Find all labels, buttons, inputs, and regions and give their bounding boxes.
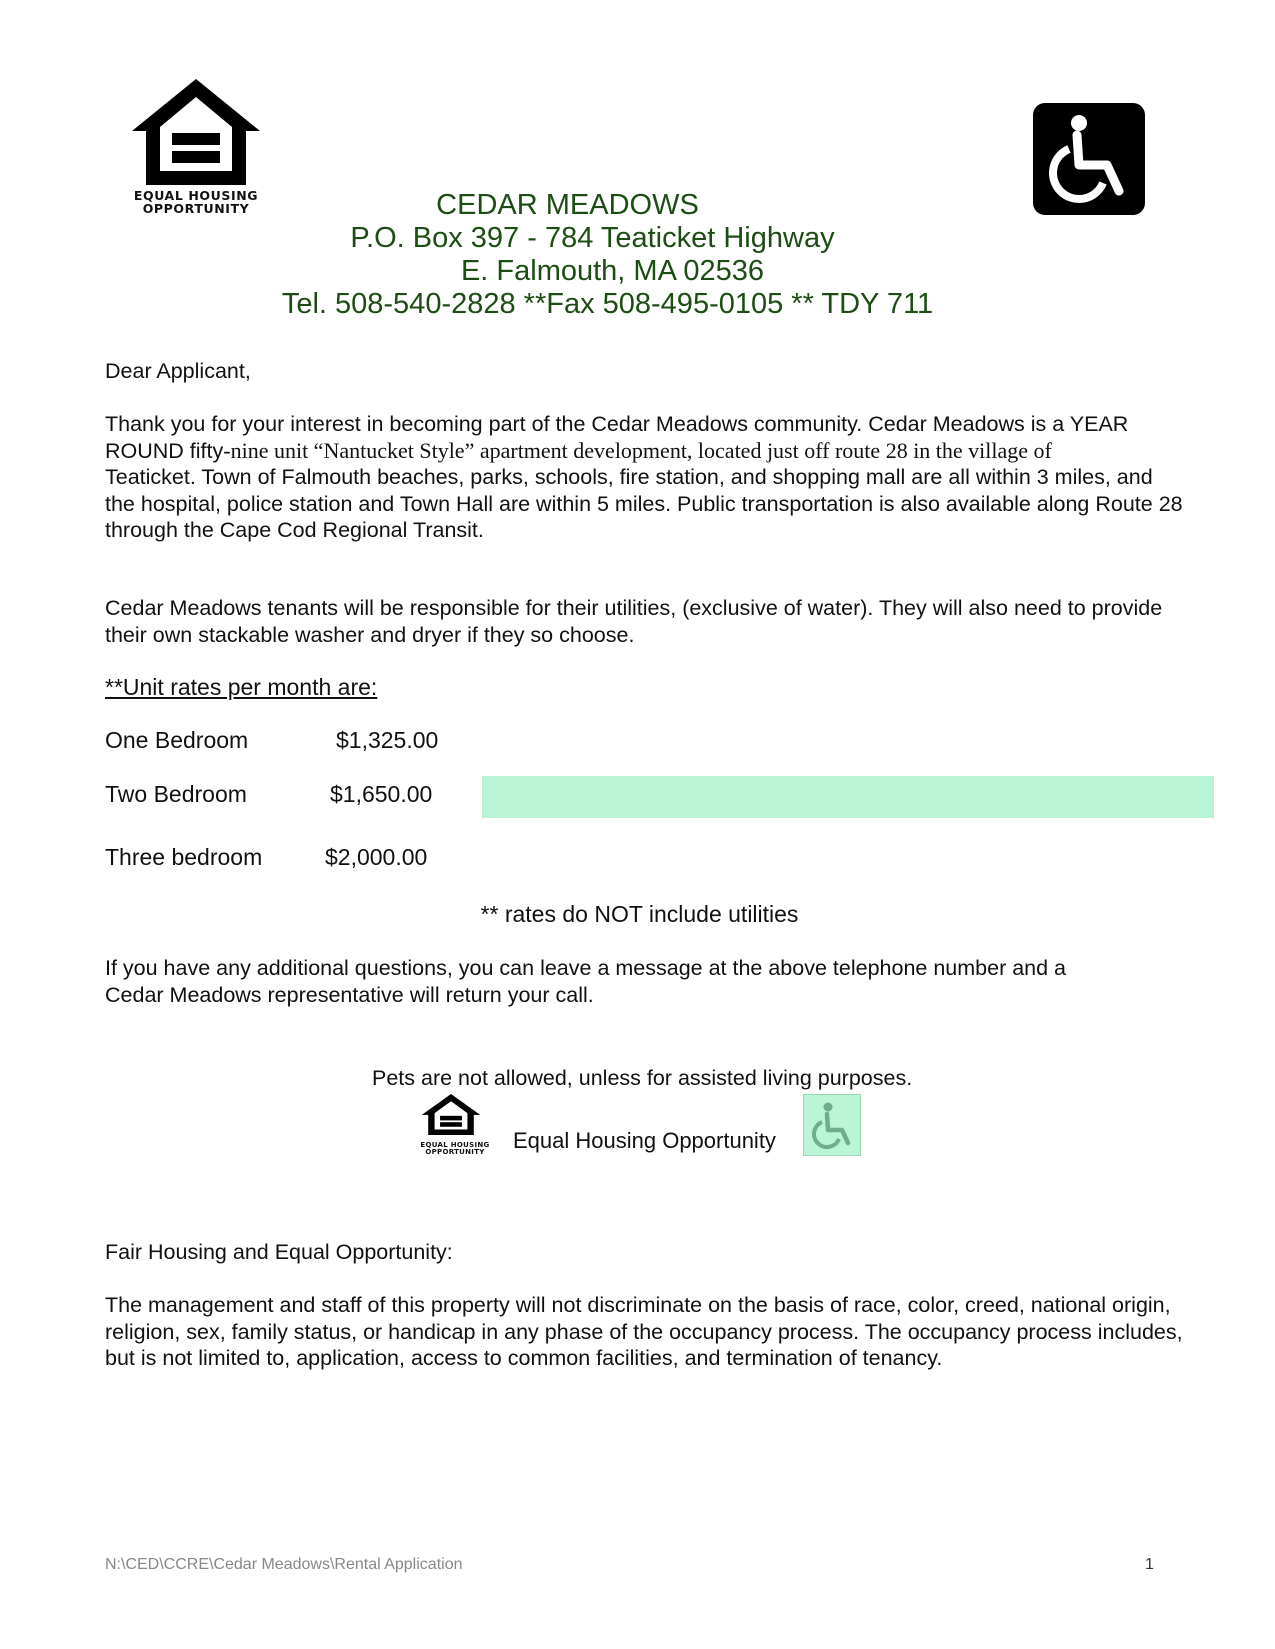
page-number: 1 xyxy=(1145,1556,1154,1573)
rate-label-three-bedroom: Three bedroom xyxy=(105,844,263,870)
intro-paragraph xyxy=(105,411,1185,544)
rates-heading: **Unit rates per month are: xyxy=(105,674,378,700)
rates-note: ** rates do NOT include utilities xyxy=(480,901,799,927)
footer-file-path: N:\CED\CCRE\Cedar Meadows\Rental Application xyxy=(105,1556,463,1573)
wheelchair-small-icon xyxy=(803,1094,861,1156)
rate-value-three-bedroom: $2,000.00 xyxy=(325,844,428,870)
letterhead-address-line-2: E. Falmouth, MA 02536 xyxy=(460,255,765,287)
rate-label-one-bedroom: One Bedroom xyxy=(105,727,249,753)
fair-housing-paragraph: The management and staff of this property will not discriminate on the basis of race, color, creed, national origin, religion, sex, family status, or handicap in any phase of the occupancy process. The occupancy process includes, but is not limited to, application, access to common facilities, and termination of tenancy. xyxy=(105,1293,1183,1370)
equal-housing-logo-small-text: EQUAL HOUSING OPPORTUNITY xyxy=(420,1141,490,1156)
equal-housing-logo-small xyxy=(420,1092,490,1156)
fair-housing-heading: Fair Housing and Equal Opportunity: xyxy=(105,1240,453,1264)
letterhead-contact: Tel. 508-540-2828 **Fax 508-495-0105 ** TDY 711 xyxy=(281,288,934,320)
greeting: Dear Applicant, xyxy=(105,359,251,383)
equal-housing-logo-text: EQUAL HOUSING OPPORTUNITY xyxy=(133,188,259,216)
rate-value-two-bedroom: $1,650.00 xyxy=(330,781,433,807)
intro-line-2: ROUND fifty-nine unit “Nantucket Style” apartment development, located just off route 28 in the village of xyxy=(105,437,1052,463)
rate-label-two-bedroom: Two Bedroom xyxy=(105,781,247,807)
equal-housing-house-icon xyxy=(128,75,264,187)
intro-rest: Teaticket. Town of Falmouth beaches, parks, schools, fire station, and shopping mall are all within 3 miles, and the hospital, police station and Town Hall are within 5 miles. Public transportation is also available along Route 28 through the Cape Cod Regional Transit. xyxy=(105,465,1183,542)
letterhead-address-line-1: P.O. Box 397 - 784 Teaticket Highway xyxy=(350,222,835,254)
letterhead-title: CEDAR MEADOWS xyxy=(436,189,699,221)
questions-paragraph: If you have any additional questions, you can leave a message at the above telephone number and a Cedar Meadows representative will return your call. xyxy=(105,956,1067,1007)
equal-housing-caption: Equal Housing Opportunity xyxy=(513,1128,776,1153)
highlight-bar xyxy=(482,776,1214,818)
pets-policy: Pets are not allowed, unless for assisted living purposes. xyxy=(372,1066,913,1090)
intro-line-1: Thank you for your interest in becoming part of the Cedar Meadows community. Cedar Meadows is a YEAR xyxy=(105,412,1129,436)
utilities-paragraph: Cedar Meadows tenants will be responsible for their utilities, (exclusive of water). They will also need to provide their own stackable washer and dryer if they so choose. xyxy=(105,596,1163,647)
rate-value-one-bedroom: $1,325.00 xyxy=(336,727,439,753)
equal-housing-house-icon-small xyxy=(420,1092,482,1136)
